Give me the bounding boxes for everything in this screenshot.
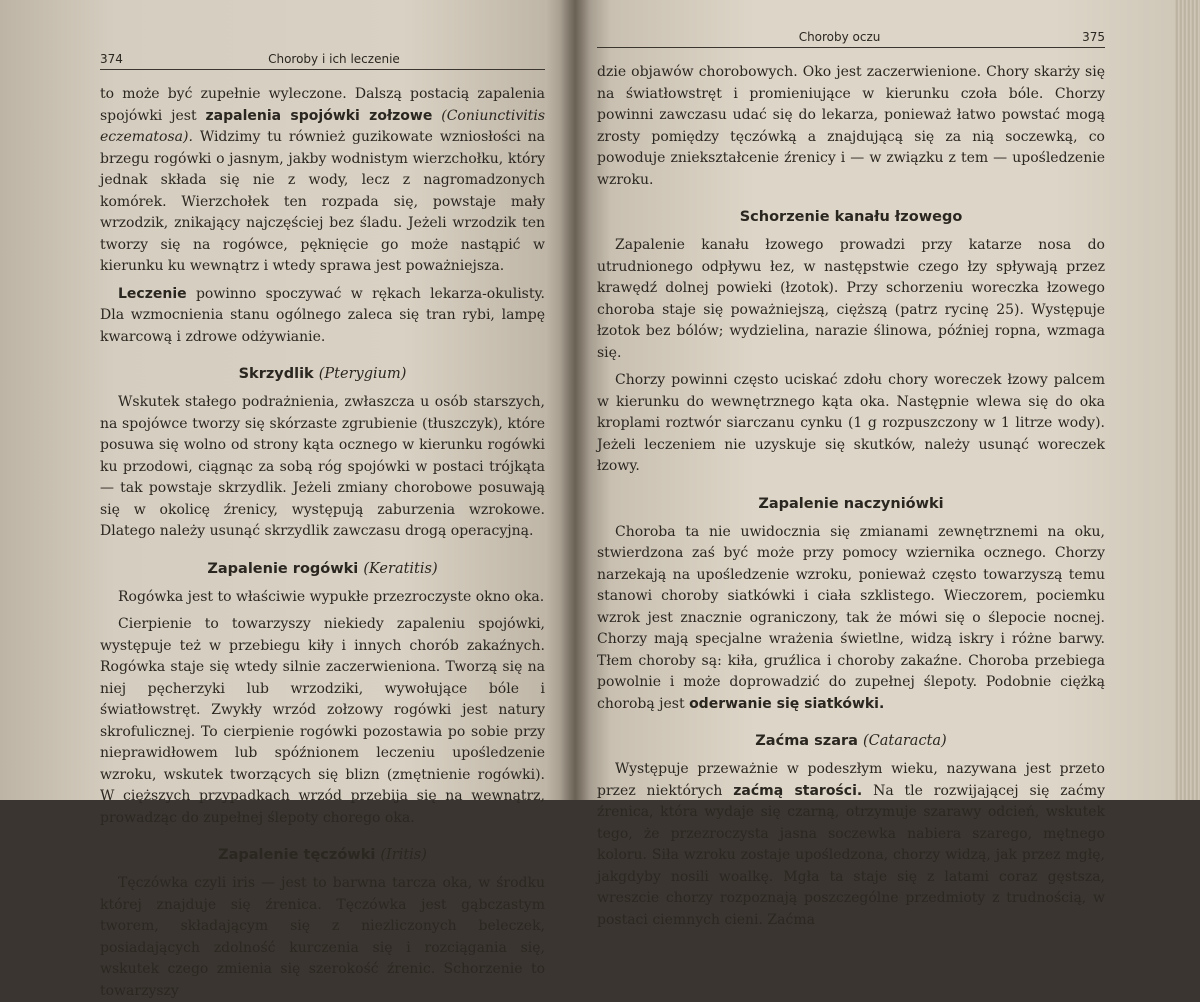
heading-latin: (Keratitis) (363, 560, 438, 577)
bold-term: zapalenia spojówki zołzowe (205, 107, 433, 124)
text-run: Choroba ta nie uwidocznia się zmianami zewnętrznemi na oku, stwierdzona zaś być może przy pomocy wziernika ocznego. Chorzy narzekają na upośledzenie wzroku, ponieważ często towarzyszą temu stanowi choroby siatkówki i ciała szklistego. Wieczorem, pociemku wzrok jest znacznie ograniczony, tak że mówi się o ślepocie nocnej. Chorzy mają specjalne wrażenia świetlne, widzą iskry i różne barwy. Tłem choroby są: kiła, gruźlica i choroby zakaźne. Choroba przebiega powolnie i może doprowadzić do zupełnej ślepoty. Podobnie ciężką chorobą jest (597, 523, 1105, 712)
section-heading-naczyniowka (597, 496, 1105, 512)
right-page (575, 0, 1175, 928)
left-page-number: 374 (100, 52, 123, 66)
text-run: Widzimy tu również guzikowate wzniosłości na brzegu rogówki o jasnym, jakby wodnistym wierzchołku, który jednak składa się nie z wody, lecz z nagromadzonych komórek. Wierzchołek ten rozpada się, powstaje mały wrzodzik, znikający najczęściej bez śladu. Jeżeli wrzodzik ten tworzy się na rogówce, pęknięcie go może nastąpić w kierunku ku wewnątrz i wtedy sprawa jest poważniejsza. (100, 129, 546, 274)
paragraph (597, 759, 1105, 931)
left-running-head (100, 52, 545, 70)
heading-text: Zapalenie rogówki (207, 560, 359, 577)
left-treatment-paragraph (100, 284, 545, 349)
section-heading-kanal-lzowy (597, 209, 1105, 225)
heading-text: Schorzenie kanału łzowego (739, 209, 963, 225)
heading-latin: (Pterygium) (318, 366, 407, 382)
section-heading-rogowka (100, 561, 545, 577)
paragraph: Wskutek stałego podrażnienia, zwłaszcza u osób starszych, na spojówce tworzy się skórzaste zgrubienie (tłuszczyk), które posuwa się wolno od strony kąta ocznego w kierunku rogówki ku przodowi, ciągnąc za sobą róg spojówki w postaci trójkąta — tak powstaje skrzydlik. Jeżeli zmiany chorobowe posuwają się w okolicę źrenicy, występują zaburzenia wzrokowe. Dlatego należy usunąć skrzydlik zawczasu drogą operacyjną. (100, 394, 545, 539)
paragraph (597, 522, 1105, 716)
left-running-title: Choroby i ich leczenie (268, 52, 400, 66)
right-running-title: Choroby oczu (798, 30, 881, 44)
text-run: to może być zupełnie wyleczone. Dalszą postacią zapalenia spojówki jest (100, 86, 545, 124)
heading-text: Zapalenie tęczówki (218, 847, 376, 863)
heading-text: Zapalenie naczyniówki (758, 495, 944, 512)
paragraph: Tęczówka czyli iris — jest to barwna tarcza oka, w środku której znajduje się źrenica. Tęczówka jest gąbczastym tworem, składającym się z niezliczonych beleczek, posiadających zdolność kurczenia się i rozciągania się, wskutek czego zmienia się szerokość źrenic. Schorzenie to towarzyszy (100, 875, 545, 999)
paragraph: Chorzy powinni często uciskać zdołu chory woreczek łzowy palcem w kierunku do wewnętrznego kąta oka. Następnie wlewa się do oka kroplami roztwór siarczanu cynku (1 g rozpuszczony w 1 litrze wody). Jeżeli leczeniem nie uzyskuje się skutków, należy usunąć woreczek łzowy. (597, 372, 1105, 474)
section-heading-zacma (597, 733, 1105, 749)
text-run: Występuje przeważnie w podeszłym wieku, nazywana jest przeto przez niektórych (597, 761, 1105, 799)
left-page (0, 0, 575, 999)
latin-term: (Coniunctivitis eczematosa). (100, 107, 545, 145)
heading-latin: (Iritis) (380, 847, 427, 863)
bold-term: zaćmą starości. (733, 782, 863, 799)
text-run: powinno spoczywać w rękach lekarza-okulisty. Dla wzmocnienia stanu ogólnego zaleca się tran rybi, lampę kwarcową i zdrowe odżywianie. (100, 285, 545, 345)
heading-text: Zaćma szara (755, 733, 858, 749)
right-running-head (597, 30, 1105, 48)
text-run: Na tle rozwijającej się zaćmy źrenica, która wydaje się czarną, otrzymuje szarawy odcień, wskutek tego, że przezroczysta jasna soczewka nabiera szarego, mętnego koloru. Siła wzroku zostaje upośledzona, chorzy widzą, jak przez mgłę, jakgdyby nosili woalkę. Mgła ta staje się z latami coraz gęstsza, wreszcie chorzy rozpoznają poszczególne przedmioty z trudnością, w postaci ciemnych cieni. Zaćma (597, 782, 1106, 928)
page-edges (1175, 0, 1200, 800)
heading-latin: (Cataracta) (863, 733, 947, 749)
paragraph: Cierpienie to towarzyszy niekiedy zapaleniu spojówki, występuje też w przebiegu kiły i innych chorób zakaźnych. Rogówka staje się wtedy silnie zaczerwieniona. Tworzą się na niej pęcherzyki lub wrzodziki, wywołujące bóle i światłowstręt. Zwykły wrzód zołzowy rogówki jest natury skrofulicznej. To cierpienie rogówki pozostawia po sobie przy nieprawidłowem lub spóźnionem leczeniu upośledzenie wzroku, wskutek tworzących się blizn (zmętnienie rogówki). W cięższych przypadkach wrzód przebija się na wewnątrz, prowadząc do zupełnej ślepoty chorego oka. (100, 616, 545, 826)
left-intro-paragraph (100, 84, 545, 278)
heading-text: Skrzydlik (238, 366, 314, 382)
section-heading-teczowka (100, 847, 545, 863)
right-page-number: 375 (1082, 30, 1105, 44)
section-heading-skrzydlik (100, 366, 545, 382)
paragraph: dzie objawów chorobowych. Oko jest zaczerwienione. Chory skarży się na światłowstręt i promieniujące w kierunku czoła bóle. Chorzy powinni zawczasu udać się do lekarza, ponieważ łatwo powstać mogą zrosty pomiędzy tęczówką a znajdującą się za nią soczewką, co powoduje zniekształcenie źrenicy i — w związku z tem — upośledzenie wzroku. (597, 64, 1105, 188)
bold-term: oderwanie się siatkówki. (689, 695, 885, 712)
bold-term: Leczenie (118, 285, 187, 302)
paragraph: Zapalenie kanału łzowego prowadzi przy katarze nosa do utrudnionego odpływu łez, w następstwie czego łzy spływają przez krawędź dolnej powieki (łzotok). Przy schorzeniu woreczka łzowego choroba staje się poważniejszą, cięższą (patrz rycinę 25). Występuje łzotok bez bólów; wydzielina, narazie ślinowa, później ropna, wzmaga się. (597, 237, 1105, 361)
book-gutter (560, 0, 590, 800)
paragraph: Rogówka jest to właściwie wypukłe przezroczyste okno oka. (118, 588, 545, 605)
